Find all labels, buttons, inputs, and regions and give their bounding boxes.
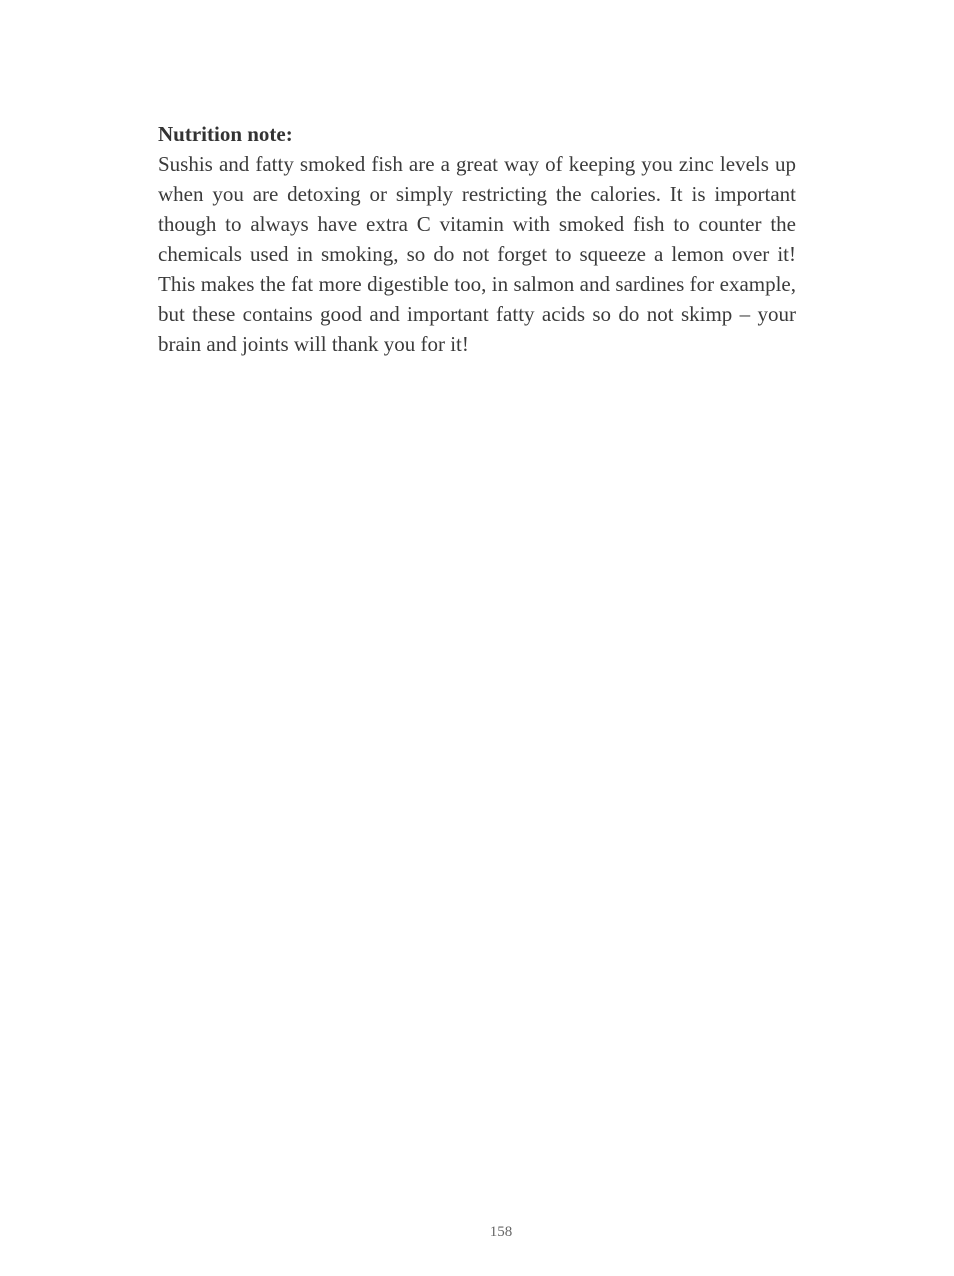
nutrition-note-heading: Nutrition note: [158,122,293,146]
nutrition-note-section [158,119,796,359]
nutrition-note-body: Sushis and fatty smoked fish are a great way of keeping you zinc levels up when you are detoxing or simply restricting the calories. It is important though to always have extra C vitamin with smoked fish to counter the chemicals used in smoking, so do not forget to squeeze a lemon over it! This makes the fat more digestible too, in salmon and sardines for example, but these contains good and important fatty acids so do not skimp – your brain and joints will thank you for it! [158,152,796,356]
page-number: 158 [489,1224,513,1240]
